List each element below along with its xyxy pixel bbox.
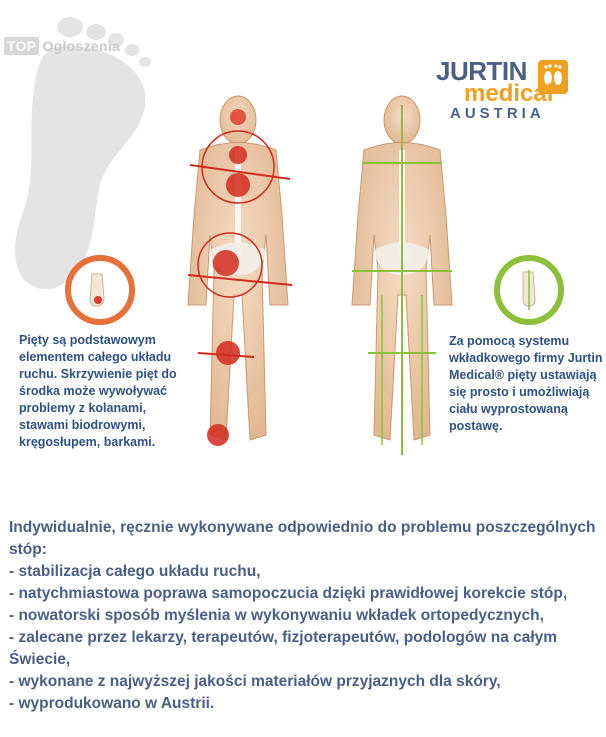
figure-problem <box>188 96 292 446</box>
caption-solution: Za pomocą systemu wkładkowego firmy Jurtin Medical® pięty ustawiają się prosto i umożliwiają ciału wyprostowaną postawę. <box>449 334 603 433</box>
logo-sub: medical <box>464 80 554 107</box>
list-item: - zalecane przez lekarzy, terapeutów, fizjoterapeutów, podologów na całym Świecie, <box>9 629 558 668</box>
list-item: - stabilizacja całego układu ruchu, <box>9 563 261 580</box>
logo-country: AUSTRIA <box>450 105 545 122</box>
caption-problem: Pięty są podstawowym elementem całego układu ruchu. Skrzywienie pięt do środka może wywoływać problemy z kolanami, stawami biodrowymi, kręgosłupem, barkami. <box>19 333 177 449</box>
benefits-section <box>9 517 599 715</box>
list-item: - wyprodukowano w Austrii. <box>9 695 215 712</box>
list-item: - wykonane z najwyższej jakości materiałów przyjaznych dla skóry, <box>9 673 501 690</box>
heel-corrected-icon <box>493 254 565 326</box>
heel-problem-icon <box>64 254 136 326</box>
benefits-list <box>9 561 599 715</box>
watermark-text: Ogłoszenia <box>42 38 121 54</box>
anatomy-illustration <box>170 95 470 465</box>
watermark <box>4 38 120 54</box>
benefits-intro: Indywidualnie, ręcznie wykonywane odpowiednio do problemu poszczególnych stóp: <box>9 519 596 558</box>
figure-corrected <box>352 96 452 455</box>
list-item: - natychmiastowa poprawa samopoczucia dzięki prawidłowej korekcie stóp, <box>9 585 568 602</box>
logo-brand: JURTIN <box>436 56 527 86</box>
watermark-badge: TOP <box>4 37 39 55</box>
list-item: - nowatorski sposób myślenia w wykonywaniu wkładek ortopedycznych, <box>9 607 544 624</box>
